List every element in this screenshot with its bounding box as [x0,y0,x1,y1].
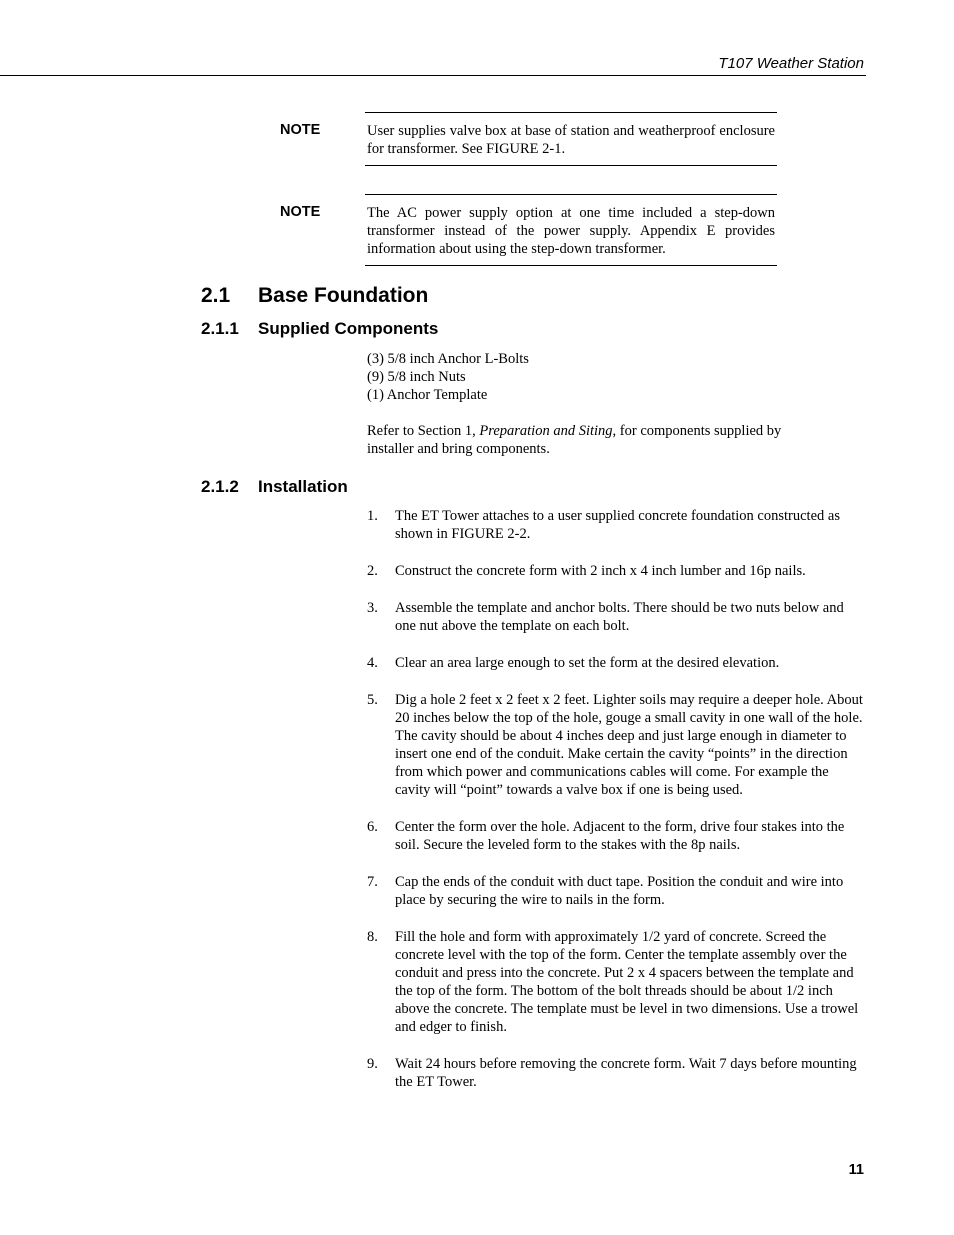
step-text: Cap the ends of the conduit with duct tape. Position the conduit and wire into place by securing the wire to nails in the form. [395,874,844,908]
step-number: 4. [367,655,378,671]
step-text: The ET Tower attaches to a user supplied concrete foundation constructed as shown in FIGURE 2-2. [395,508,840,542]
list-item [367,1055,867,1091]
page-number: 11 [848,1162,864,1178]
list-item [367,691,867,799]
components-list [367,350,867,404]
step-text: Wait 24 hours before removing the concrete form. Wait 7 days before mounting the ET Tower. [395,1056,857,1090]
step-number: 5. [367,692,378,708]
note-text: User supplies valve box at base of station and weatherproof enclosure for transformer. See FIGURE 2-1. [367,123,775,157]
step-number: 6. [367,819,378,835]
list-item [367,873,867,909]
section-heading [201,284,428,308]
subsection-title: Installation [258,477,348,496]
list-item [367,507,867,543]
refer-text: , for components supplied by installer and bring components. [367,423,782,457]
list-item [367,928,867,1036]
running-header: T107 Weather Station [718,55,864,72]
step-number: 3. [367,600,378,616]
step-number: 9. [367,1056,378,1072]
step-number: 1. [367,508,378,524]
note-box [365,112,777,166]
component-item: (3) 5/8 inch Anchor L-Bolts [367,351,529,367]
step-number: 2. [367,563,378,579]
list-item [367,654,867,672]
installation-steps [367,507,867,1110]
step-text: Fill the hole and form with approximately 1/2 yard of concrete. Screed the concrete level with the top of the form. Center the template assembly over the conduit and press into the concrete. Put 2 x 4 spacers between the template and the top of the form. The bottom of the bolt threads should be about 1/2 inch above the concrete. The template must be level in two dimensions. Use a trowel and edger to finish. [395,929,859,1035]
list-item [367,599,867,635]
list-item [367,562,867,580]
section-title: Base Foundation [258,284,429,307]
step-number: 7. [367,874,378,890]
step-number: 8. [367,929,378,945]
subsection-title: Supplied Components [258,319,439,338]
step-text: Assemble the template and anchor bolts. There should be two nuts below and one nut above the template on each bolt. [395,600,844,634]
step-text: Dig a hole 2 feet x 2 feet x 2 feet. Lighter soils may require a deeper hole. About 20 inches below the top of the hole, gouge a small cavity in one wall of the hole. The cavity should be about 4 inches deep and just large enough in diameter to insert one end of the conduit. Make certain the cavity “points” in the direction from which power and communications cables will come. For example the cavity will “point” towards a valve box if one is being used. [395,692,863,798]
component-item: (9) 5/8 inch Nuts [367,369,466,385]
subsection-heading [201,477,348,497]
step-text: Clear an area large enough to set the form at the desired elevation. [395,655,780,671]
section-number: 2.1 [201,284,231,307]
refer-paragraph [367,422,827,458]
refer-text: Refer to Section 1, [367,423,480,439]
refer-section-title: Preparation and Siting [479,423,613,439]
note-label: NOTE [280,122,321,138]
header-rule [0,75,866,76]
list-item [367,818,867,854]
subsection-number: 2.1.1 [201,319,239,338]
step-text: Construct the concrete form with 2 inch x 4 inch lumber and 16p nails. [395,563,806,579]
note-label: NOTE [280,204,321,220]
component-item: (1) Anchor Template [367,387,488,403]
note-box [365,194,777,266]
step-text: Center the form over the hole. Adjacent to the form, drive four stakes into the soil. Secure the leveled form to the stakes with the 8p nails. [395,819,845,853]
subsection-heading [201,319,438,339]
subsection-number: 2.1.2 [201,477,239,496]
note-text: The AC power supply option at one time included a step-down transformer instead of the power supply. Appendix E provides information about using the step-down transformer. [367,205,775,257]
